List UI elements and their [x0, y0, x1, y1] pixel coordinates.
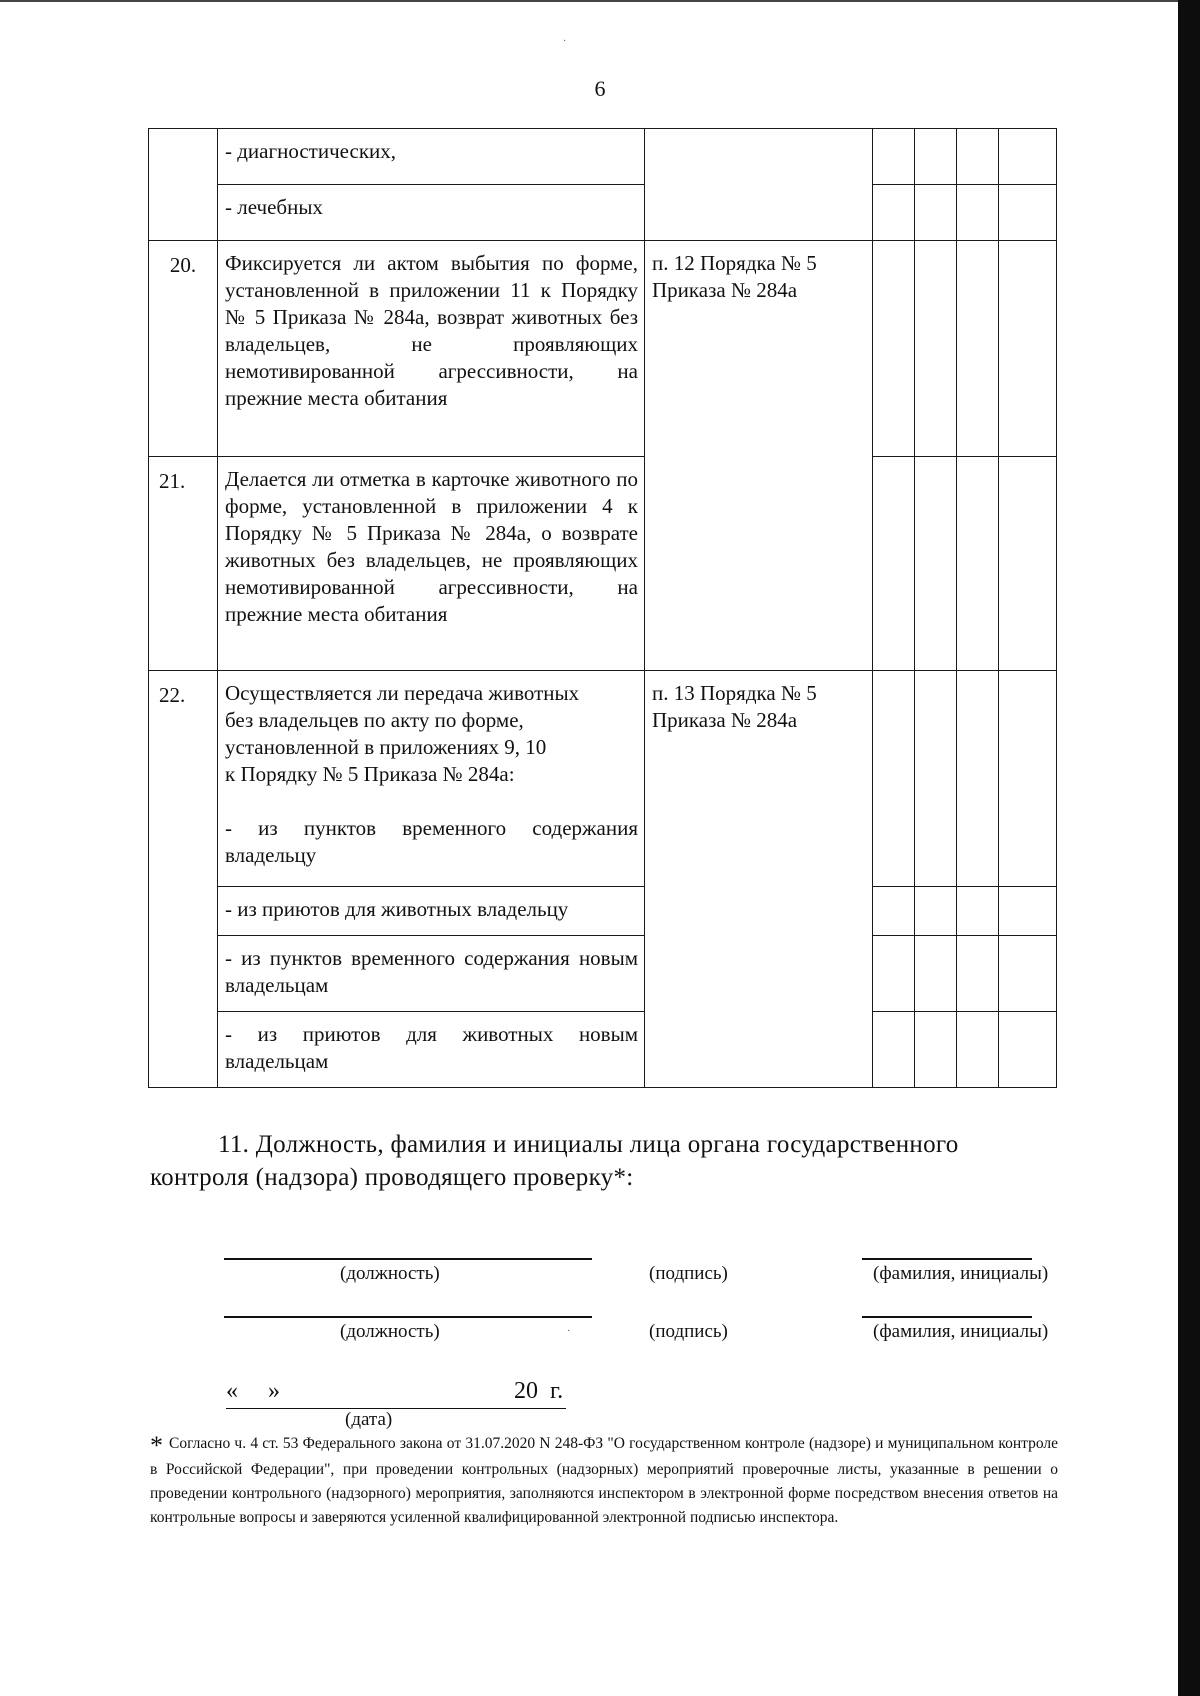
footnote-text: Согласно ч. 4 ст. 53 Федерального закона от 31.07.2020 N 248-ФЗ "О государственном контроле (надзоре) и муниципальном контроле в Российской Федерации", при проведении контрольных (надзорных) мероприятий проверочные листы, указанные в решении о проведении контрольного (надзорного) мероприятия, заполняются инспектором в электронной форме посредством внесения ответов на контрольные вопросы и заверяются усиленной квалифицированной электронной подписью инспектора.: [150, 1435, 1058, 1526]
page-number: 6: [594, 76, 606, 101]
scan-right-edge: [1178, 0, 1200, 1696]
position-caption: (должность): [340, 1263, 440, 1284]
reference-cell: [645, 129, 873, 241]
answer-cell-yes[interactable]: [873, 671, 915, 887]
answer-cell-note[interactable]: [999, 671, 1057, 887]
answer-cell-na[interactable]: [957, 936, 999, 1012]
answer-cell-note[interactable]: [999, 241, 1057, 457]
question-cell: - диагностических,: [218, 129, 645, 185]
answer-cell-no[interactable]: [915, 1012, 957, 1088]
section-11-heading: 11. Должность, фамилия и инициалы лица органа государственного контроля (надзора) проводящего проверку*:: [150, 1131, 959, 1191]
answer-cell-no[interactable]: [915, 185, 957, 241]
name-line[interactable]: [862, 1316, 1032, 1318]
question-cell: - из пунктов временного содержания новым владельцам: [218, 936, 645, 1012]
date-year: 20 г.: [514, 1378, 564, 1404]
signature-caption: (подпись): [649, 1321, 728, 1342]
answer-cell-na[interactable]: [957, 129, 999, 185]
scan-top-edge: [0, 0, 1180, 2]
answer-cell-yes[interactable]: [873, 241, 915, 457]
table-row: [149, 129, 1057, 185]
table-row: [149, 936, 1057, 1012]
date-caption: (дата): [345, 1409, 393, 1430]
close-quote: »: [268, 1378, 280, 1404]
answer-cell-note[interactable]: [999, 887, 1057, 936]
table-row: [149, 671, 1057, 887]
answer-cell-na[interactable]: [957, 457, 999, 671]
answer-cell-yes[interactable]: [873, 129, 915, 185]
answer-cell-note[interactable]: [999, 457, 1057, 671]
checklist-table: [148, 128, 1057, 1088]
question-cell: - лечебных: [218, 185, 645, 241]
answer-cell-na[interactable]: [957, 185, 999, 241]
question-cell: - из приютов для животных новым владельцам: [218, 1012, 645, 1088]
table-row: [149, 457, 1057, 671]
answer-cell-no[interactable]: [915, 936, 957, 1012]
question-cell: Делается ли отметка в карточке животного по форме, установленной в приложении 4 к Порядку № 5 Приказа № 284а, о возврате животных без владельцев, не проявляющих немотивированной агрессивности, на прежние места обитания: [218, 457, 645, 671]
question-cell: - из приютов для животных владельцу: [218, 887, 645, 936]
position-caption: (должность): [340, 1321, 440, 1342]
answer-cell-no[interactable]: [915, 129, 957, 185]
answer-cell-yes[interactable]: [873, 887, 915, 936]
footnote-star: *: [150, 1431, 163, 1460]
scan-speck: ·: [563, 36, 567, 47]
table-row: [149, 1012, 1057, 1088]
answer-cell-yes[interactable]: [873, 457, 915, 671]
table-row: [149, 185, 1057, 241]
answer-cell-no[interactable]: [915, 887, 957, 936]
reference-cell: п. 13 Порядка № 5 Приказа № 284а: [645, 671, 873, 1088]
signature-caption: (подпись): [649, 1263, 728, 1284]
answer-cell-no[interactable]: [915, 241, 957, 457]
position-line[interactable]: [224, 1258, 592, 1260]
answer-cell-note[interactable]: [999, 1012, 1057, 1088]
answer-cell-yes[interactable]: [873, 936, 915, 1012]
answer-cell-yes[interactable]: [873, 1012, 915, 1088]
position-line[interactable]: [224, 1316, 592, 1318]
answer-cell-na[interactable]: [957, 671, 999, 887]
name-caption: (фамилия, инициалы): [873, 1263, 1049, 1284]
question-cell: Осуществляется ли передача животных без владельцев по акту по форме, установленной в приложениях 9, 10 к Порядку № 5 Приказа № 284а: - из пунктов временного содержания владельцу: [218, 671, 645, 887]
answer-cell-na[interactable]: [957, 1012, 999, 1088]
answer-cell-no[interactable]: [915, 671, 957, 887]
answer-cell-note[interactable]: [999, 185, 1057, 241]
answer-cell-note[interactable]: [999, 129, 1057, 185]
answer-cell-note[interactable]: [999, 936, 1057, 1012]
name-line[interactable]: [862, 1258, 1032, 1260]
number-cell: 20.: [149, 241, 218, 457]
name-caption: (фамилия, инициалы): [873, 1321, 1049, 1342]
scan-speck: ·: [567, 1326, 571, 1337]
answer-cell-no[interactable]: [915, 457, 957, 671]
answer-cell-na[interactable]: [957, 241, 999, 457]
table-row: [149, 241, 1057, 457]
table-row: [149, 887, 1057, 936]
answer-cell-yes[interactable]: [873, 185, 915, 241]
number-cell: 21.: [149, 457, 218, 671]
number-cell: 22.: [149, 671, 218, 1088]
open-quote: «: [226, 1378, 238, 1404]
footnote: [150, 1432, 1058, 1530]
reference-cell: п. 12 Порядка № 5 Приказа № 284а: [645, 241, 873, 671]
number-cell: [149, 129, 218, 241]
answer-cell-na[interactable]: [957, 887, 999, 936]
question-cell: Фиксируется ли актом выбытия по форме, установленной в приложении 11 к Порядку № 5 Приказа № 284а, возврат животных без владельцев, не проявляющих немотивированной агрессивности, на прежние места обитания: [218, 241, 645, 457]
